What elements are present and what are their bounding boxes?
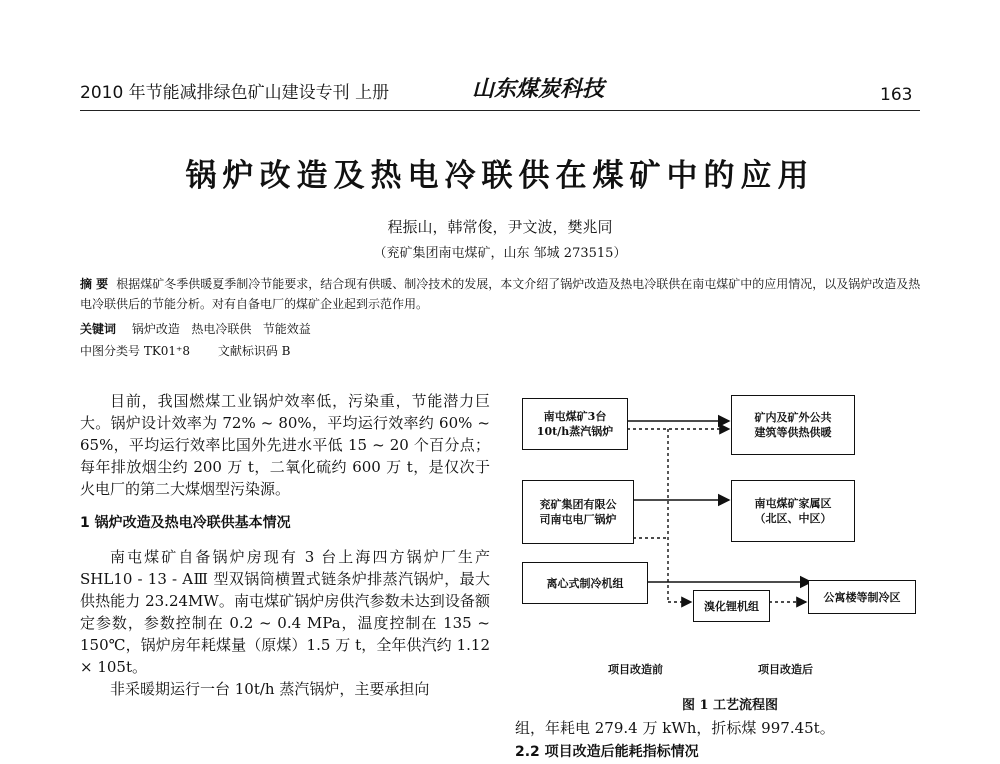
article-title: 锅炉改造及热电冷联供在煤矿中的应用 bbox=[185, 158, 815, 194]
legend-after: 项目改造后 bbox=[758, 663, 813, 676]
body-paragraph: 非采暖期运行一台 10t/h 蒸汽锅炉，主要承担向 bbox=[110, 680, 430, 698]
doc-code: 文献标识码 B bbox=[217, 344, 291, 358]
keyword: 节能效益 bbox=[262, 322, 311, 336]
journal-issue: 2010 年节能减排绿色矿山建设专刊 上册 bbox=[80, 83, 390, 103]
boiler-box: 南屯煤矿3台 10t/h蒸汽锅炉 bbox=[522, 398, 628, 450]
journal-logo: 山东煤炭科技 bbox=[472, 76, 605, 102]
public-heating-box: 矿内及矿外公共 建筑等供热供暖 bbox=[731, 395, 855, 455]
figure-caption: 图 1 工艺流程图 bbox=[681, 698, 779, 713]
body-line: 组，年耗电 279.4 万 kWh，折标煤 997.45t。 bbox=[515, 719, 835, 737]
right-column bbox=[515, 716, 935, 764]
lithium-bromide-box: 溴化锂机组 bbox=[693, 590, 770, 622]
keyword: 热电冷联供 bbox=[191, 322, 252, 336]
abstract bbox=[80, 274, 925, 314]
apartment-cooling-box: 公寓楼等制冷区 bbox=[808, 580, 916, 614]
body-paragraph: 南屯煤矿自备锅炉房现有 3 台上海四方锅炉厂生产 SHL10 - 13 - AⅢ 型双锅筒横置式链条炉排蒸汽锅炉，最大供热能力 23.24MW。南屯煤矿锅炉房供汽参数未达到设备额定参数，参数控制在 0.2 ~ 0.4 MPa，温度控制在 135 ~ 150℃，锅炉房年耗煤量（原煤）1.5 万 t，全年供汽约 1.12 × 105t。 bbox=[80, 548, 490, 676]
abstract-label: 摘 要 bbox=[80, 277, 109, 291]
keyword: 锅炉改造 bbox=[131, 322, 180, 336]
abstract-text: 根据煤矿冬季供暖夏季制冷节能要求，结合现有供暖、制冷技术的发展，本文介绍了锅炉改造及热电冷联供在南屯煤矿中的应用情况，以及锅炉改造及热电冷联供后的节能分析。对有自备电厂的煤矿企业起到示范作用。 bbox=[80, 277, 921, 311]
classification bbox=[80, 342, 315, 359]
affiliation: （兖矿集团南屯煤矿，山东 邹城 273515） bbox=[373, 246, 627, 261]
legend-before: 项目改造前 bbox=[608, 663, 663, 676]
keywords-label: 关键词 bbox=[80, 322, 117, 336]
header-rule bbox=[80, 110, 920, 111]
authors: 程振山，韩常俊，尹文波，樊兆同 bbox=[387, 218, 613, 236]
page-number: 163 bbox=[880, 85, 913, 105]
section-heading: 1 锅炉改造及热电冷联供基本情况 bbox=[80, 515, 291, 531]
keywords bbox=[80, 320, 311, 337]
intro-paragraph: 目前，我国燃煤工业锅炉效率低，污染重，节能潜力巨大。锅炉设计效率为 72% ~ 80%，平均运行效率约 60% ~ 65%，平均运行效率比国外先进水平低 15 ~ 20 个百分点；每年排放烟尘约 200 万 t，二氧化硫约 600 万 t，是仅次于火电厂的第二大煤烟型污染源。 bbox=[80, 392, 490, 498]
power-plant-boiler-box: 兖矿集团有限公 司南屯电厂锅炉 bbox=[522, 480, 634, 544]
centrifugal-chiller-box: 离心式制冷机组 bbox=[522, 562, 648, 604]
left-column bbox=[80, 390, 490, 700]
family-area-box: 南屯煤矿家属区 （北区、中区） bbox=[731, 480, 855, 542]
clc-number: 中图分类号 TK01⁺8 bbox=[80, 344, 191, 358]
section-heading: 2.2 项目改造后能耗指标情况 bbox=[515, 744, 699, 760]
